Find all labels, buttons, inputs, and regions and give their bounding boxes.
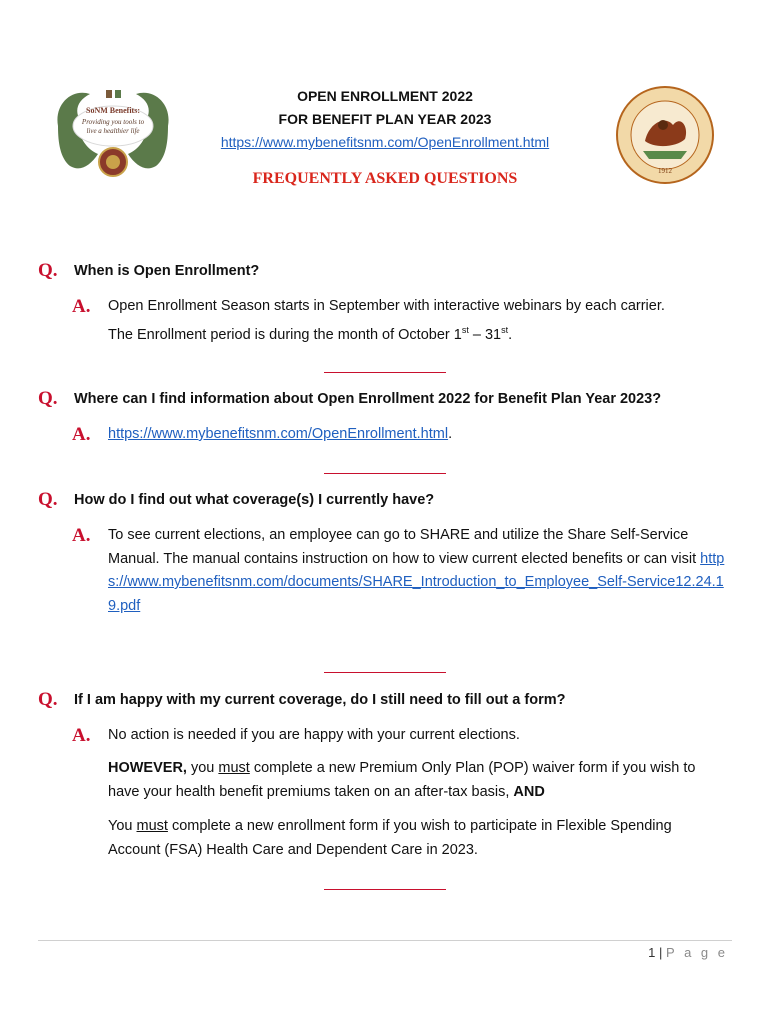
page-separator: |	[659, 945, 663, 960]
answer-marker-2: A.	[72, 424, 91, 445]
answer-1-line-1: Open Enrollment Season starts in September with interactive webinars by each carrier.	[108, 298, 665, 314]
answer-marker-1: A.	[72, 296, 91, 317]
answer-2-link[interactable]: https://www.mybenefitsnm.com/OpenEnrollment.html	[108, 426, 449, 442]
answer-1-period: .	[508, 326, 513, 343]
logo-title: SoNM Benefits:	[86, 106, 140, 115]
answer-4-paragraph-3	[108, 815, 708, 862]
seal-year: 1912	[658, 167, 672, 175]
superscript-st-2: st	[501, 324, 509, 335]
question-marker-4: Q.	[38, 689, 58, 710]
answer-4-paragraph-2	[108, 757, 708, 804]
question-marker-3: Q.	[38, 489, 58, 510]
logo-tagline-1: Providing you tools to	[81, 118, 145, 126]
faq-title: FREQUENTLY ASKED QUESTIONS	[252, 170, 518, 187]
must-underline-2: must	[136, 818, 168, 834]
answer-4-p3-text-a: You	[108, 818, 137, 834]
header-subtitle: FOR BENEFIT PLAN YEAR 2023	[278, 111, 492, 127]
answer-2-period: .	[448, 426, 453, 442]
answer-4-p2-text-b: complete a new Premium Only Plan (POP) waiver form if you wish to have your health benefit premiums taken on an after-tax basis,	[108, 760, 696, 800]
answer-1-dash: – 31	[468, 326, 502, 343]
question-1: When is Open Enrollment?	[74, 263, 260, 279]
answer-4-p3-text-b: complete a new enrollment form if you wish to participate in Flexible Spending Account (FSA) Health Care and Dependent Care in 2023.	[108, 818, 672, 858]
logo-tagline-2: live a healthier life	[86, 127, 140, 135]
question-marker-1: Q.	[38, 260, 58, 281]
header-link[interactable]: https://www.mybenefitsnm.com/OpenEnrollment.html	[220, 134, 550, 150]
footer-rule	[38, 940, 732, 941]
page-number: 1	[648, 945, 656, 960]
answer-marker-3: A.	[72, 525, 91, 546]
divider-4	[324, 889, 446, 890]
page-label: P a g e	[666, 945, 728, 960]
and-bold: AND	[513, 783, 545, 800]
answer-3	[108, 524, 728, 618]
answer-4-paragraph-1: No action is needed if you are happy with your current elections.	[108, 727, 520, 743]
header-title: OPEN ENROLLMENT 2022	[297, 88, 473, 104]
divider-1	[324, 372, 446, 373]
divider-2	[324, 473, 446, 474]
must-underline-1: must	[218, 760, 250, 776]
question-3: How do I find out what coverage(s) I currently have?	[74, 492, 435, 508]
question-2: Where can I find information about Open Enrollment 2022 for Benefit Plan Year 2023?	[74, 391, 662, 407]
answer-3-text: To see current elections, an employee can go to SHARE and utilize the Share Self-Service Manual. The manual contains instruction on how to view current elected benefits or can visit	[108, 527, 697, 567]
answer-2	[108, 423, 733, 447]
answer-1	[108, 295, 733, 347]
question-marker-2: Q.	[38, 388, 58, 409]
page-footer	[648, 945, 728, 960]
answer-1-line-2: The Enrollment period is during the month of October 1	[108, 326, 462, 343]
however-bold: HOWEVER,	[108, 760, 187, 776]
answer-marker-4: A.	[72, 725, 91, 746]
question-4: If I am happy with my current coverage, do I still need to fill out a form?	[74, 692, 566, 708]
divider-3	[324, 672, 446, 673]
answer-3-link[interactable]: https://www.mybenefitsnm.com/documents/SHARE_Introduction_to_Employee_Self-Service12.24.19.pdf	[108, 550, 725, 614]
superscript-st-1: st	[461, 324, 469, 335]
answer-4-p2-text-a: you	[186, 760, 219, 776]
